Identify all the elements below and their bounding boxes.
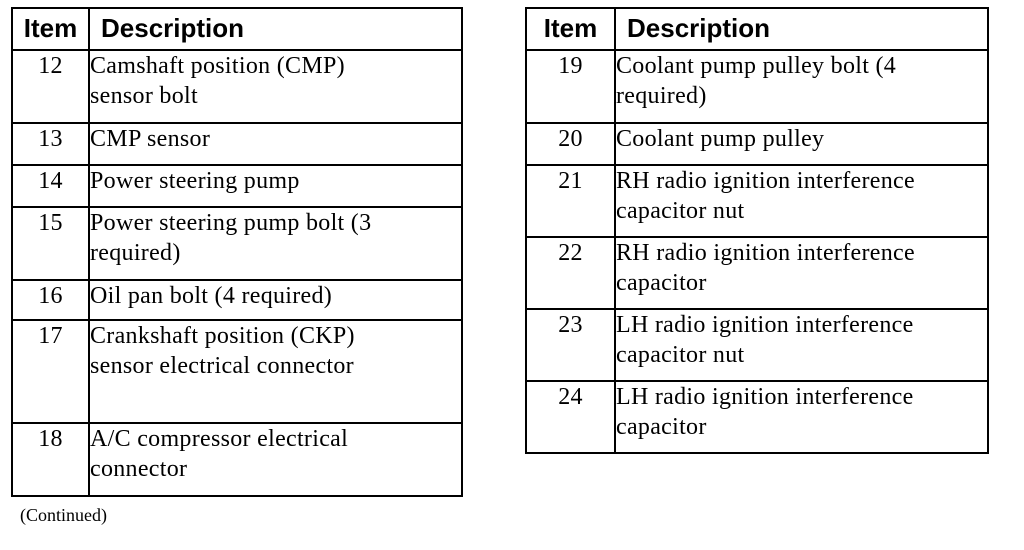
item-number: 19	[526, 50, 615, 123]
item-number: 24	[526, 381, 615, 453]
item-number: 16	[12, 280, 89, 320]
description-column-header: Description	[615, 8, 988, 50]
table-row	[526, 309, 988, 381]
table-row	[12, 280, 462, 320]
item-description	[89, 165, 462, 207]
description-line: LH radio ignition interference	[616, 312, 914, 338]
description-line: sensor bolt	[90, 83, 198, 109]
description-line: LH radio ignition interference	[616, 384, 914, 410]
parts-table-left	[11, 7, 463, 497]
description-line: capacitor nut	[616, 342, 745, 368]
table-row	[526, 381, 988, 453]
item-description	[89, 423, 462, 496]
item-number: 22	[526, 237, 615, 309]
item-description	[89, 280, 462, 320]
item-description	[89, 50, 462, 123]
description-line: Camshaft position (CMP)	[90, 53, 345, 79]
description-line: RH radio ignition interference	[616, 240, 915, 266]
table-row	[526, 50, 988, 123]
description-line: Coolant pump pulley	[616, 126, 825, 152]
table-header-row	[12, 8, 462, 50]
item-number: 15	[12, 207, 89, 280]
item-description	[615, 381, 988, 453]
item-number: 14	[12, 165, 89, 207]
table-row	[526, 237, 988, 309]
continued-note: (Continued)	[20, 505, 107, 525]
description-line: sensor electrical connector	[90, 353, 354, 379]
description-line: CMP sensor	[90, 126, 211, 152]
description-line: Crankshaft position (CKP)	[90, 323, 355, 349]
table-row	[526, 123, 988, 165]
description-line: capacitor	[616, 270, 707, 296]
item-column-header: Item	[526, 8, 615, 50]
description-line: RH radio ignition interference	[616, 168, 915, 194]
item-number: 13	[12, 123, 89, 165]
item-description	[89, 123, 462, 165]
description-line: required)	[616, 83, 707, 109]
table-row	[12, 207, 462, 280]
item-number: 12	[12, 50, 89, 123]
item-number: 23	[526, 309, 615, 381]
table-row	[12, 165, 462, 207]
item-number: 17	[12, 320, 89, 423]
item-description	[615, 165, 988, 237]
item-number: 21	[526, 165, 615, 237]
description-line: required)	[90, 240, 181, 266]
description-line: A/C compressor electrical	[90, 426, 349, 452]
item-description	[615, 309, 988, 381]
description-line: Power steering pump bolt (3	[90, 210, 372, 236]
table-row	[526, 165, 988, 237]
table-row	[12, 123, 462, 165]
parts-table-right	[525, 7, 989, 454]
table-header-row	[526, 8, 988, 50]
description-line: connector	[90, 456, 188, 482]
description-line: Coolant pump pulley bolt (4	[616, 53, 897, 79]
description-column-header: Description	[89, 8, 462, 50]
table-row	[12, 50, 462, 123]
item-description	[89, 320, 462, 423]
item-number: 20	[526, 123, 615, 165]
description-line: Oil pan bolt (4 required)	[90, 283, 333, 309]
description-line: capacitor	[616, 414, 707, 440]
item-column-header: Item	[12, 8, 89, 50]
item-description	[89, 207, 462, 280]
item-number: 18	[12, 423, 89, 496]
table-row	[12, 423, 462, 496]
table-row	[12, 320, 462, 423]
description-line: Power steering pump	[90, 168, 300, 194]
item-description	[615, 237, 988, 309]
description-line: capacitor nut	[616, 198, 745, 224]
item-description	[615, 123, 988, 165]
item-description	[615, 50, 988, 123]
